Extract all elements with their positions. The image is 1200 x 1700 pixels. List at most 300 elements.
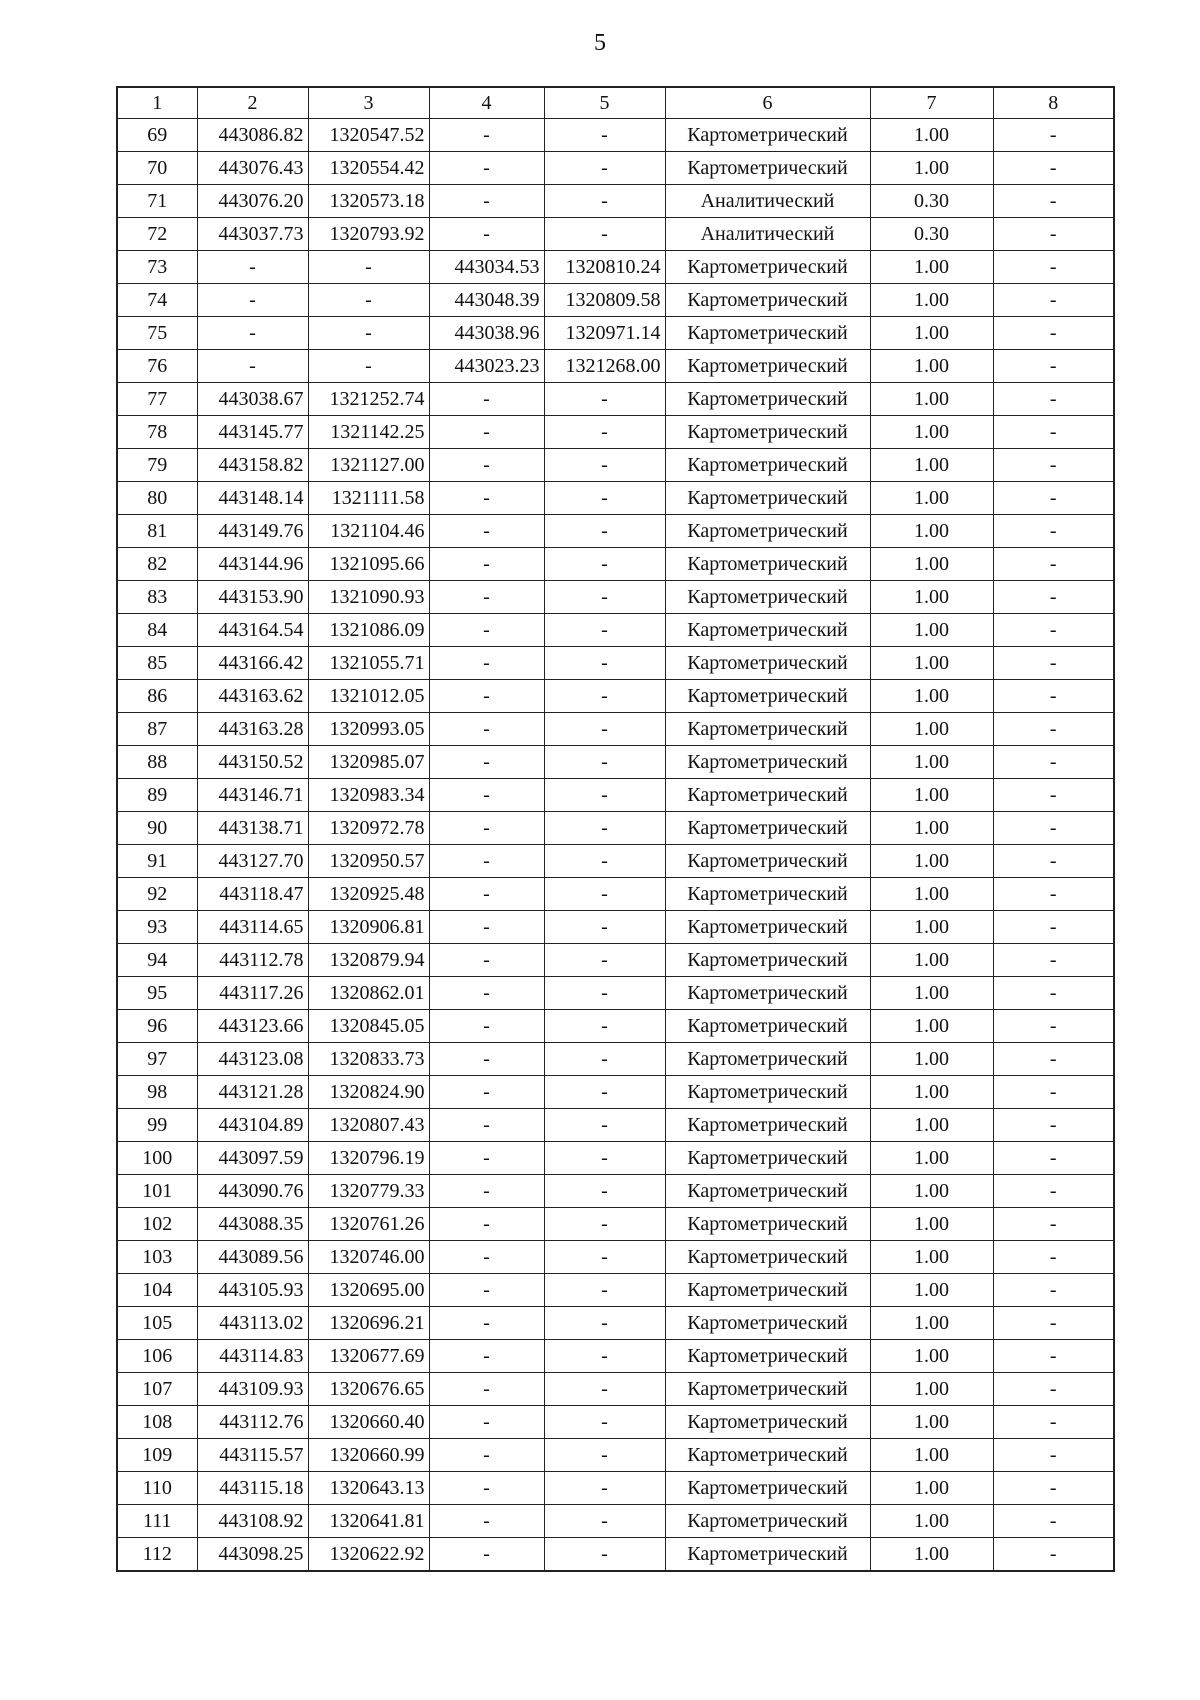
x-coordinate-cell: 443105.93 xyxy=(197,1274,308,1307)
note-cell: - xyxy=(993,218,1114,251)
method-cell: Картометрический xyxy=(665,1142,870,1175)
note-cell: - xyxy=(993,152,1114,185)
note-cell: - xyxy=(993,1043,1114,1076)
method-cell: Картометрический xyxy=(665,251,870,284)
x-coordinate-alt-cell: - xyxy=(429,482,544,515)
y-coordinate-alt-cell: - xyxy=(544,977,665,1010)
table-row xyxy=(117,647,1114,680)
x-coordinate-alt-cell: 443023.23 xyxy=(429,350,544,383)
point-number-cell: 91 xyxy=(117,845,197,878)
y-coordinate-alt-cell: - xyxy=(544,647,665,680)
x-coordinate-cell: 443088.35 xyxy=(197,1208,308,1241)
note-cell: - xyxy=(993,284,1114,317)
accuracy-cell: 1.00 xyxy=(870,1472,993,1505)
method-cell: Картометрический xyxy=(665,1175,870,1208)
note-cell: - xyxy=(993,779,1114,812)
y-coordinate-alt-cell: - xyxy=(544,1076,665,1109)
note-cell: - xyxy=(993,845,1114,878)
y-coordinate-alt-cell: - xyxy=(544,416,665,449)
y-coordinate-cell: 1320660.40 xyxy=(308,1406,429,1439)
note-cell: - xyxy=(993,548,1114,581)
method-cell: Картометрический xyxy=(665,317,870,350)
y-coordinate-cell: 1320807.43 xyxy=(308,1109,429,1142)
note-cell: - xyxy=(993,614,1114,647)
accuracy-cell: 1.00 xyxy=(870,746,993,779)
x-coordinate-alt-cell: - xyxy=(429,1538,544,1572)
note-cell: - xyxy=(993,449,1114,482)
accuracy-cell: 1.00 xyxy=(870,713,993,746)
y-coordinate-cell: 1320925.48 xyxy=(308,878,429,911)
point-number-cell: 103 xyxy=(117,1241,197,1274)
y-coordinate-cell: 1320993.05 xyxy=(308,713,429,746)
y-coordinate-alt-cell: - xyxy=(544,383,665,416)
table-row xyxy=(117,1175,1114,1208)
x-coordinate-alt-cell: - xyxy=(429,1208,544,1241)
x-coordinate-cell: - xyxy=(197,317,308,350)
note-cell: - xyxy=(993,119,1114,152)
y-coordinate-cell: 1320761.26 xyxy=(308,1208,429,1241)
column-header: 1 xyxy=(117,87,197,119)
point-number-cell: 100 xyxy=(117,1142,197,1175)
y-coordinate-alt-cell: - xyxy=(544,1505,665,1538)
page-number: 5 xyxy=(594,30,606,56)
x-coordinate-cell: 443121.28 xyxy=(197,1076,308,1109)
note-cell: - xyxy=(993,746,1114,779)
point-number-cell: 93 xyxy=(117,911,197,944)
accuracy-cell: 1.00 xyxy=(870,1208,993,1241)
note-cell: - xyxy=(993,1373,1114,1406)
y-coordinate-cell: 1320985.07 xyxy=(308,746,429,779)
x-coordinate-cell: - xyxy=(197,350,308,383)
accuracy-cell: 1.00 xyxy=(870,911,993,944)
x-coordinate-cell: - xyxy=(197,251,308,284)
accuracy-cell: 1.00 xyxy=(870,1076,993,1109)
x-coordinate-alt-cell: - xyxy=(429,1142,544,1175)
x-coordinate-alt-cell: - xyxy=(429,1109,544,1142)
accuracy-cell: 1.00 xyxy=(870,350,993,383)
point-number-cell: 71 xyxy=(117,185,197,218)
table-row xyxy=(117,746,1114,779)
accuracy-cell: 1.00 xyxy=(870,515,993,548)
y-coordinate-alt-cell: - xyxy=(544,1142,665,1175)
x-coordinate-alt-cell: - xyxy=(429,878,544,911)
accuracy-cell: 0.30 xyxy=(870,218,993,251)
accuracy-cell: 1.00 xyxy=(870,1175,993,1208)
y-coordinate-cell: 1320879.94 xyxy=(308,944,429,977)
point-number-cell: 70 xyxy=(117,152,197,185)
x-coordinate-alt-cell: - xyxy=(429,1439,544,1472)
y-coordinate-cell: 1320677.69 xyxy=(308,1340,429,1373)
x-coordinate-alt-cell: - xyxy=(429,614,544,647)
x-coordinate-cell: 443112.76 xyxy=(197,1406,308,1439)
y-coordinate-alt-cell: - xyxy=(544,515,665,548)
note-cell: - xyxy=(993,647,1114,680)
method-cell: Картометрический xyxy=(665,152,870,185)
note-cell: - xyxy=(993,482,1114,515)
note-cell: - xyxy=(993,1538,1114,1572)
note-cell: - xyxy=(993,977,1114,1010)
x-coordinate-cell: 443076.20 xyxy=(197,185,308,218)
table-row xyxy=(117,1472,1114,1505)
x-coordinate-cell: 443097.59 xyxy=(197,1142,308,1175)
x-coordinate-cell: 443115.57 xyxy=(197,1439,308,1472)
x-coordinate-alt-cell: 443038.96 xyxy=(429,317,544,350)
point-number-cell: 75 xyxy=(117,317,197,350)
table-row xyxy=(117,1043,1114,1076)
y-coordinate-alt-cell: - xyxy=(544,1208,665,1241)
note-cell: - xyxy=(993,1439,1114,1472)
accuracy-cell: 1.00 xyxy=(870,680,993,713)
accuracy-cell: 1.00 xyxy=(870,1538,993,1572)
accuracy-cell: 1.00 xyxy=(870,449,993,482)
table-row xyxy=(117,1076,1114,1109)
point-number-cell: 96 xyxy=(117,1010,197,1043)
table-row xyxy=(117,911,1114,944)
y-coordinate-cell: 1320862.01 xyxy=(308,977,429,1010)
method-cell: Картометрический xyxy=(665,944,870,977)
x-coordinate-alt-cell: - xyxy=(429,713,544,746)
x-coordinate-alt-cell: - xyxy=(429,515,544,548)
y-coordinate-cell: 1320793.92 xyxy=(308,218,429,251)
point-number-cell: 79 xyxy=(117,449,197,482)
point-number-cell: 82 xyxy=(117,548,197,581)
method-cell: Картометрический xyxy=(665,713,870,746)
y-coordinate-alt-cell: - xyxy=(544,548,665,581)
accuracy-cell: 1.00 xyxy=(870,1142,993,1175)
accuracy-cell: 1.00 xyxy=(870,251,993,284)
y-coordinate-cell: 1321142.25 xyxy=(308,416,429,449)
y-coordinate-cell: 1321127.00 xyxy=(308,449,429,482)
x-coordinate-alt-cell: - xyxy=(429,845,544,878)
method-cell: Картометрический xyxy=(665,1010,870,1043)
y-coordinate-cell: - xyxy=(308,284,429,317)
table-row xyxy=(117,680,1114,713)
y-coordinate-alt-cell: - xyxy=(544,746,665,779)
x-coordinate-alt-cell: - xyxy=(429,152,544,185)
x-coordinate-alt-cell: - xyxy=(429,746,544,779)
y-coordinate-alt-cell: - xyxy=(544,449,665,482)
point-number-cell: 87 xyxy=(117,713,197,746)
point-number-cell: 86 xyxy=(117,680,197,713)
column-header: 6 xyxy=(665,87,870,119)
y-coordinate-cell: 1321252.74 xyxy=(308,383,429,416)
table-row xyxy=(117,152,1114,185)
method-cell: Картометрический xyxy=(665,350,870,383)
x-coordinate-alt-cell: - xyxy=(429,581,544,614)
point-number-cell: 73 xyxy=(117,251,197,284)
y-coordinate-cell: - xyxy=(308,317,429,350)
y-coordinate-alt-cell: - xyxy=(544,845,665,878)
x-coordinate-alt-cell: - xyxy=(429,548,544,581)
note-cell: - xyxy=(993,317,1114,350)
y-coordinate-cell: 1320833.73 xyxy=(308,1043,429,1076)
point-number-cell: 98 xyxy=(117,1076,197,1109)
method-cell: Картометрический xyxy=(665,977,870,1010)
note-cell: - xyxy=(993,251,1114,284)
accuracy-cell: 0.30 xyxy=(870,185,993,218)
accuracy-cell: 1.00 xyxy=(870,1010,993,1043)
accuracy-cell: 1.00 xyxy=(870,416,993,449)
y-coordinate-alt-cell: - xyxy=(544,779,665,812)
y-coordinate-cell: 1320622.92 xyxy=(308,1538,429,1572)
table-row xyxy=(117,1142,1114,1175)
y-coordinate-alt-cell: - xyxy=(544,614,665,647)
x-coordinate-cell: 443109.93 xyxy=(197,1373,308,1406)
accuracy-cell: 1.00 xyxy=(870,1340,993,1373)
accuracy-cell: 1.00 xyxy=(870,383,993,416)
accuracy-cell: 1.00 xyxy=(870,1439,993,1472)
column-header: 2 xyxy=(197,87,308,119)
note-cell: - xyxy=(993,1109,1114,1142)
x-coordinate-alt-cell: - xyxy=(429,911,544,944)
y-coordinate-alt-cell: - xyxy=(544,1010,665,1043)
x-coordinate-cell: 443153.90 xyxy=(197,581,308,614)
point-number-cell: 112 xyxy=(117,1538,197,1572)
table-row xyxy=(117,977,1114,1010)
y-coordinate-alt-cell: - xyxy=(544,152,665,185)
x-coordinate-cell: 443163.62 xyxy=(197,680,308,713)
note-cell: - xyxy=(993,1142,1114,1175)
x-coordinate-cell: 443076.43 xyxy=(197,152,308,185)
y-coordinate-cell: - xyxy=(308,350,429,383)
accuracy-cell: 1.00 xyxy=(870,1373,993,1406)
table-row xyxy=(117,812,1114,845)
method-cell: Картометрический xyxy=(665,1043,870,1076)
y-coordinate-cell: 1321104.46 xyxy=(308,515,429,548)
x-coordinate-alt-cell: - xyxy=(429,1076,544,1109)
point-number-cell: 97 xyxy=(117,1043,197,1076)
table-row xyxy=(117,713,1114,746)
point-number-cell: 83 xyxy=(117,581,197,614)
method-cell: Картометрический xyxy=(665,548,870,581)
method-cell: Картометрический xyxy=(665,515,870,548)
point-number-cell: 99 xyxy=(117,1109,197,1142)
method-cell: Картометрический xyxy=(665,1307,870,1340)
method-cell: Картометрический xyxy=(665,284,870,317)
table-row xyxy=(117,1340,1114,1373)
x-coordinate-alt-cell: - xyxy=(429,1505,544,1538)
x-coordinate-alt-cell: - xyxy=(429,1307,544,1340)
y-coordinate-cell: 1320643.13 xyxy=(308,1472,429,1505)
method-cell: Картометрический xyxy=(665,746,870,779)
x-coordinate-cell: 443038.67 xyxy=(197,383,308,416)
y-coordinate-alt-cell: - xyxy=(544,1175,665,1208)
y-coordinate-cell: 1320554.42 xyxy=(308,152,429,185)
note-cell: - xyxy=(993,416,1114,449)
y-coordinate-cell: 1320547.52 xyxy=(308,119,429,152)
x-coordinate-alt-cell: - xyxy=(429,1373,544,1406)
table-row xyxy=(117,383,1114,416)
x-coordinate-alt-cell: - xyxy=(429,449,544,482)
note-cell: - xyxy=(993,713,1114,746)
point-number-cell: 90 xyxy=(117,812,197,845)
column-header: 5 xyxy=(544,87,665,119)
y-coordinate-alt-cell: - xyxy=(544,911,665,944)
y-coordinate-alt-cell: - xyxy=(544,1439,665,1472)
x-coordinate-cell: 443138.71 xyxy=(197,812,308,845)
method-cell: Картометрический xyxy=(665,449,870,482)
x-coordinate-alt-cell: - xyxy=(429,1241,544,1274)
x-coordinate-cell: 443145.77 xyxy=(197,416,308,449)
note-cell: - xyxy=(993,185,1114,218)
note-cell: - xyxy=(993,515,1114,548)
table-row xyxy=(117,350,1114,383)
x-coordinate-alt-cell: - xyxy=(429,944,544,977)
y-coordinate-cell: - xyxy=(308,251,429,284)
point-number-cell: 108 xyxy=(117,1406,197,1439)
note-cell: - xyxy=(993,350,1114,383)
table-row xyxy=(117,779,1114,812)
accuracy-cell: 1.00 xyxy=(870,647,993,680)
y-coordinate-cell: 1321095.66 xyxy=(308,548,429,581)
table-row xyxy=(117,185,1114,218)
point-number-cell: 105 xyxy=(117,1307,197,1340)
x-coordinate-cell: 443127.70 xyxy=(197,845,308,878)
y-coordinate-cell: 1320972.78 xyxy=(308,812,429,845)
note-cell: - xyxy=(993,1010,1114,1043)
x-coordinate-alt-cell: - xyxy=(429,647,544,680)
method-cell: Картометрический xyxy=(665,911,870,944)
x-coordinate-alt-cell: - xyxy=(429,812,544,845)
table-row xyxy=(117,515,1114,548)
y-coordinate-alt-cell: - xyxy=(544,878,665,911)
x-coordinate-cell: - xyxy=(197,284,308,317)
y-coordinate-cell: 1321086.09 xyxy=(308,614,429,647)
point-number-cell: 92 xyxy=(117,878,197,911)
y-coordinate-alt-cell: - xyxy=(544,1406,665,1439)
x-coordinate-alt-cell: 443034.53 xyxy=(429,251,544,284)
accuracy-cell: 1.00 xyxy=(870,284,993,317)
note-cell: - xyxy=(993,680,1114,713)
table-row xyxy=(117,944,1114,977)
accuracy-cell: 1.00 xyxy=(870,1109,993,1142)
y-coordinate-cell: 1320824.90 xyxy=(308,1076,429,1109)
y-coordinate-alt-cell: - xyxy=(544,1241,665,1274)
y-coordinate-alt-cell: 1320810.24 xyxy=(544,251,665,284)
table-row xyxy=(117,1307,1114,1340)
note-cell: - xyxy=(993,1076,1114,1109)
table-row xyxy=(117,1109,1114,1142)
method-cell: Картометрический xyxy=(665,614,870,647)
y-coordinate-cell: 1321012.05 xyxy=(308,680,429,713)
y-coordinate-cell: 1320573.18 xyxy=(308,185,429,218)
point-number-cell: 104 xyxy=(117,1274,197,1307)
x-coordinate-alt-cell: - xyxy=(429,1472,544,1505)
x-coordinate-cell: 443118.47 xyxy=(197,878,308,911)
x-coordinate-cell: 443108.92 xyxy=(197,1505,308,1538)
table-row xyxy=(117,251,1114,284)
x-coordinate-cell: 443158.82 xyxy=(197,449,308,482)
x-coordinate-alt-cell: 443048.39 xyxy=(429,284,544,317)
x-coordinate-cell: 443149.76 xyxy=(197,515,308,548)
table-row xyxy=(117,1010,1114,1043)
note-cell: - xyxy=(993,1241,1114,1274)
x-coordinate-alt-cell: - xyxy=(429,779,544,812)
accuracy-cell: 1.00 xyxy=(870,614,993,647)
table-row xyxy=(117,878,1114,911)
x-coordinate-cell: 443146.71 xyxy=(197,779,308,812)
x-coordinate-cell: 443166.42 xyxy=(197,647,308,680)
x-coordinate-cell: 443090.76 xyxy=(197,1175,308,1208)
method-cell: Картометрический xyxy=(665,1406,870,1439)
x-coordinate-alt-cell: - xyxy=(429,1274,544,1307)
y-coordinate-cell: 1320845.05 xyxy=(308,1010,429,1043)
note-cell: - xyxy=(993,1340,1114,1373)
x-coordinate-alt-cell: - xyxy=(429,383,544,416)
accuracy-cell: 1.00 xyxy=(870,845,993,878)
note-cell: - xyxy=(993,1406,1114,1439)
point-number-cell: 89 xyxy=(117,779,197,812)
x-coordinate-cell: 443115.18 xyxy=(197,1472,308,1505)
method-cell: Картометрический xyxy=(665,383,870,416)
accuracy-cell: 1.00 xyxy=(870,317,993,350)
method-cell: Картометрический xyxy=(665,845,870,878)
method-cell: Картометрический xyxy=(665,812,870,845)
y-coordinate-cell: 1320695.00 xyxy=(308,1274,429,1307)
point-number-cell: 78 xyxy=(117,416,197,449)
method-cell: Картометрический xyxy=(665,680,870,713)
x-coordinate-cell: 443112.78 xyxy=(197,944,308,977)
note-cell: - xyxy=(993,383,1114,416)
x-coordinate-alt-cell: - xyxy=(429,1175,544,1208)
x-coordinate-cell: 443037.73 xyxy=(197,218,308,251)
point-number-cell: 111 xyxy=(117,1505,197,1538)
method-cell: Картометрический xyxy=(665,1472,870,1505)
y-coordinate-alt-cell: - xyxy=(544,944,665,977)
note-cell: - xyxy=(993,1505,1114,1538)
y-coordinate-alt-cell: - xyxy=(544,218,665,251)
y-coordinate-cell: 1321090.93 xyxy=(308,581,429,614)
point-number-cell: 109 xyxy=(117,1439,197,1472)
y-coordinate-cell: 1320660.99 xyxy=(308,1439,429,1472)
point-number-cell: 106 xyxy=(117,1340,197,1373)
accuracy-cell: 1.00 xyxy=(870,779,993,812)
y-coordinate-alt-cell: - xyxy=(544,482,665,515)
note-cell: - xyxy=(993,812,1114,845)
y-coordinate-cell: 1320779.33 xyxy=(308,1175,429,1208)
x-coordinate-alt-cell: - xyxy=(429,1043,544,1076)
point-number-cell: 80 xyxy=(117,482,197,515)
table-row xyxy=(117,614,1114,647)
x-coordinate-alt-cell: - xyxy=(429,185,544,218)
table-row xyxy=(117,845,1114,878)
table-row xyxy=(117,581,1114,614)
method-cell: Картометрический xyxy=(665,1439,870,1472)
accuracy-cell: 1.00 xyxy=(870,119,993,152)
y-coordinate-alt-cell: - xyxy=(544,1307,665,1340)
column-header: 8 xyxy=(993,87,1114,119)
x-coordinate-alt-cell: - xyxy=(429,416,544,449)
note-cell: - xyxy=(993,911,1114,944)
y-coordinate-cell: 1320983.34 xyxy=(308,779,429,812)
x-coordinate-cell: 443148.14 xyxy=(197,482,308,515)
y-coordinate-cell: 1320950.57 xyxy=(308,845,429,878)
y-coordinate-cell: 1320796.19 xyxy=(308,1142,429,1175)
accuracy-cell: 1.00 xyxy=(870,1406,993,1439)
method-cell: Картометрический xyxy=(665,1340,870,1373)
x-coordinate-alt-cell: - xyxy=(429,218,544,251)
table-row xyxy=(117,548,1114,581)
y-coordinate-alt-cell: - xyxy=(544,1043,665,1076)
column-header: 7 xyxy=(870,87,993,119)
x-coordinate-alt-cell: - xyxy=(429,119,544,152)
method-cell: Картометрический xyxy=(665,119,870,152)
point-number-cell: 94 xyxy=(117,944,197,977)
y-coordinate-alt-cell: - xyxy=(544,1340,665,1373)
accuracy-cell: 1.00 xyxy=(870,548,993,581)
note-cell: - xyxy=(993,1208,1114,1241)
table-body xyxy=(117,119,1114,1572)
